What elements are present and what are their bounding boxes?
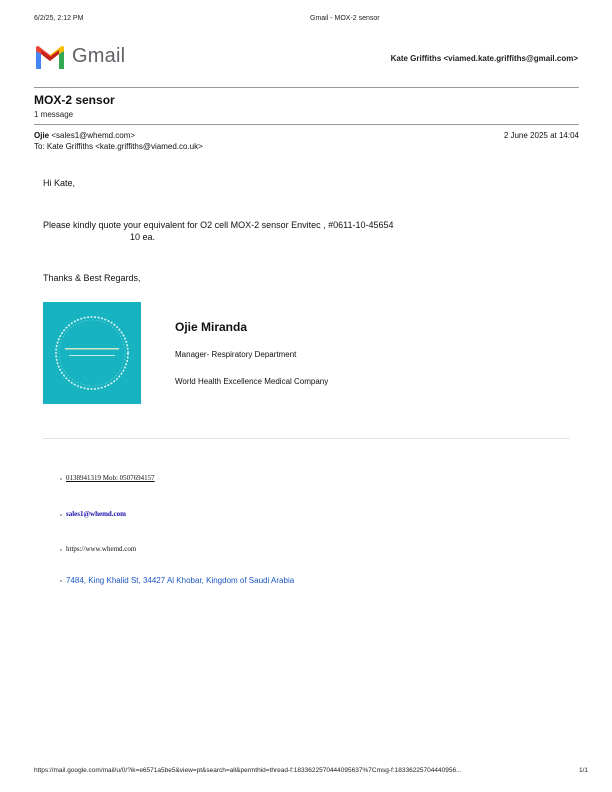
print-footer-url: https://mail.google.com/mail/u/0/?ik=e6571a5be5&view=pt&search=all&permthid=thread-f:1833622570444095637%7Cmsg-f:18336225704440956... bbox=[34, 767, 462, 774]
header-divider bbox=[34, 87, 579, 88]
print-page-number: 1/1 bbox=[578, 767, 588, 774]
signature-divider bbox=[43, 438, 570, 439]
message-count: 1 message bbox=[34, 110, 74, 119]
gmail-m-icon bbox=[34, 45, 66, 69]
gmail-logo-text: Gmail bbox=[72, 45, 126, 67]
message-greeting: Hi Kate, bbox=[43, 178, 76, 188]
message-to: To: Kate Griffiths <kate.griffiths@viamed.co.uk> bbox=[34, 142, 203, 151]
subject-divider bbox=[34, 124, 579, 125]
message-from bbox=[34, 131, 135, 140]
signature-ring-graphic bbox=[43, 302, 141, 404]
bullet-dot bbox=[60, 549, 62, 551]
print-datetime: 6/2/25, 2:12 PM bbox=[34, 15, 84, 22]
bullet-dot bbox=[60, 580, 62, 582]
message-closing: Thanks & Best Regards, bbox=[43, 273, 141, 283]
print-title: Gmail - MOX-2 sensor bbox=[310, 15, 380, 22]
message-request: Please kindly quote your equivalent for O2 cell MOX-2 sensor Envitec , #0611-10-45654 bbox=[43, 220, 394, 230]
message-quantity: 10 ea. bbox=[130, 232, 156, 242]
account-name: Kate Griffiths <viamed.kate.griffiths@gmail.com> bbox=[390, 54, 578, 63]
message-date: 2 June 2025 at 14:04 bbox=[503, 131, 579, 140]
signature-logo-image bbox=[43, 302, 141, 404]
signature-address-link[interactable]: 7484, King Khalid St, 34427 Al Khobar, Kingdom of Saudi Arabia bbox=[66, 576, 295, 585]
signature-company: World Health Excellence Medical Company bbox=[175, 377, 329, 386]
sender-name: Ojie bbox=[34, 131, 50, 140]
thread-subject: MOX-2 sensor bbox=[34, 93, 115, 107]
bullet-dot bbox=[60, 478, 62, 480]
bullet-dot bbox=[60, 514, 62, 516]
signature-role: Manager- Respiratory Department bbox=[175, 350, 297, 359]
sender-email: <sales1@whemd.com> bbox=[51, 131, 136, 140]
signature-website[interactable]: https://www.whemd.com bbox=[66, 545, 137, 553]
signature-name: Ojie Miranda bbox=[175, 320, 248, 334]
signature-email-link[interactable]: sales1@whemd.com bbox=[66, 510, 126, 518]
signature-phones[interactable]: 0138941319 Mob: 0507694157 bbox=[66, 474, 155, 482]
